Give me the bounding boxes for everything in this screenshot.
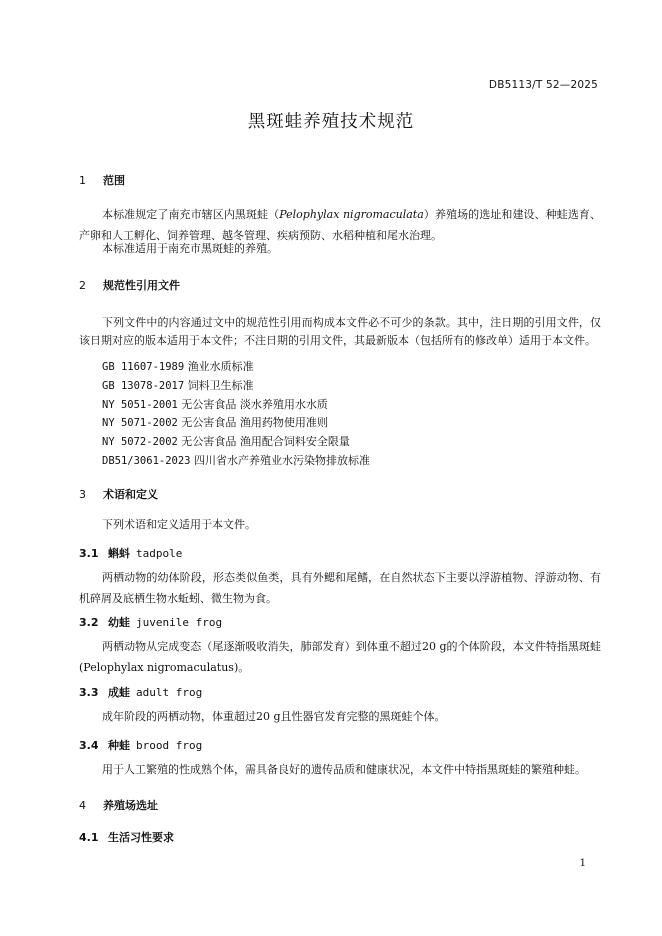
reference-item: GB 11607-1989 渔业水质标准 [102,360,254,373]
standard-code: DB5113/T 52—2025 [488,79,598,91]
page-number: 1 [579,858,586,869]
term-3-2-heading: 3.2 幼蛙 juvenile frog [79,616,223,629]
reference-item: GB 13078-2017 饲料卫生标准 [102,378,254,392]
terms-intro: 下列术语和定义适用于本文件。 [102,518,256,531]
latin-species-name: Pelophylax nigromaculata [279,208,424,221]
reference-item: NY 5051-2001 无公害食品 淡水养殖用水水质 [102,397,328,411]
term-3-2-definition: 两栖动物从完成变态（尾逐渐吸收消失，肺部发育）到体重不超过20 g的个体阶段，本文件特指黑斑蛙 (Pelophylax nigromaculatus)。 [79,640,601,674]
scope-applicability: 本标准适用于南充市黑斑蛙的养殖。 [102,242,278,255]
section-3-heading: 3 术语和定义 [79,488,158,501]
term-3-4-definition: 用于人工繁殖的性成熟个体，需具备良好的遗传品质和健康状况，本文件中特指黑斑蛙的繁殖种蛙。 [102,763,586,776]
section-number: 1 [79,174,86,187]
reference-list [102,358,370,471]
section-1-heading [79,172,125,188]
reference-item: DB51/3061-2023 四川省水产养殖业水污染物排放标准 [102,453,371,467]
section-4-1-heading: 4.1 生活习性要求 [79,831,174,844]
term-3-3-definition: 成年阶段的两栖动物，体重超过20 g且性器官发育完整的黑斑蛙个体。 [102,710,446,723]
section-2-heading: 2 规范性引用文件 [79,279,180,292]
references-intro: 下列文件中的内容通过文中的规范性引用而构成本文件必不可少的条款。其中，注日期的引用文件，仅该日期对应的版本适用于本文件；不注日期的引用文件，其最新版本（包括所有的修改单）适用于本文件。 [79,316,601,347]
reference-item: NY 5071-2002 无公害食品 渔用药物使用准则 [102,416,328,430]
reference-item: NY 5072-2002 无公害食品 渔用配合饲料安全限量 [102,435,350,449]
section-title: 范围 [103,174,125,187]
section-4-heading: 4 养殖场选址 [79,799,158,812]
term-3-4-heading: 3.4 种蛙 brood frog [79,739,203,752]
scope-paragraph: 本标准规定了南充市辖区内黑斑蛙（Pelophylax nigromaculata）养殖场的选址和建设、种蛙选育、产卵和人工孵化、饲养管理、越冬管理、疾病预防、水稻种植和尾水治理。 [79,208,602,242]
term-3-1-heading: 3.1 蝌蚪 tadpole [79,547,183,560]
document-title: 黑斑蛙养殖技术规范 [247,112,415,132]
term-3-3-heading: 3.3 成蛙 adult frog [79,686,203,699]
term-3-1-definition: 两栖动物的幼体阶段，形态类似鱼类，具有外鳃和尾鳍，在自然状态下主要以浮游植物、浮游动物、有机碎屑及底栖生物水蚯蚓、微生物为食。 [79,571,601,605]
